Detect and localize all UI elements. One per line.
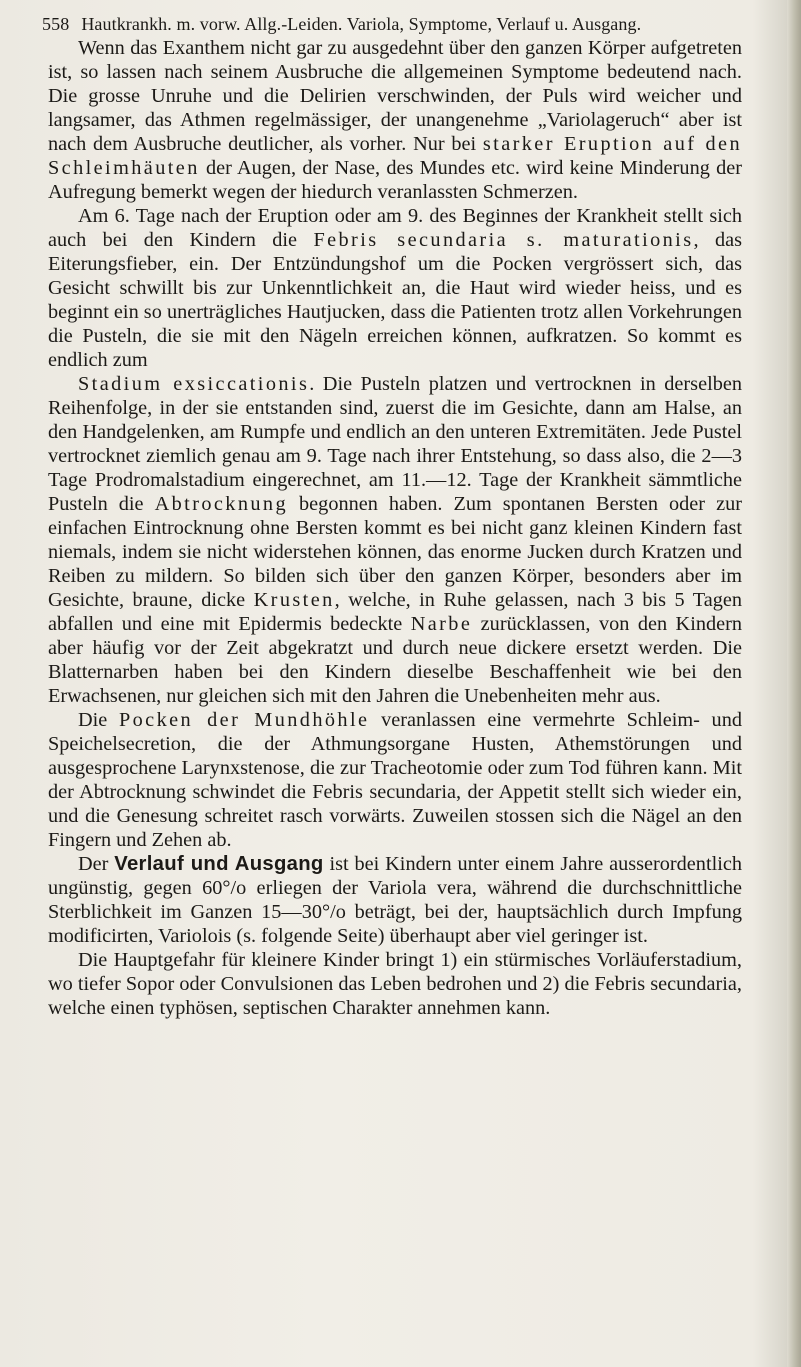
paragraph-exanthem	[48, 36, 742, 204]
paragraph-hauptgefahr	[48, 948, 742, 1020]
page-edge	[787, 0, 801, 1367]
spaced-emphasis: Stadium exsiccationis	[78, 373, 310, 395]
spaced-emphasis: Pocken der Mundhöhle	[118, 709, 370, 731]
spaced-emphasis: Narbe	[410, 613, 473, 635]
spaced-emphasis: Krusten	[253, 589, 335, 611]
bold-heading: Verlauf und Ausgang	[114, 853, 324, 875]
spaced-emphasis: Febris secundaria s. maturationis	[313, 229, 694, 251]
text-run: . Die Pusteln platzen und vertrocknen in derselben Reihenfolge, in der sie entstanden sind, zuerst die im Gesichte, dann am Halse, an den Handgelenken, am Rumpfe und endlich an den unteren Extremitäten. Jede Pustel vertrocknet ziemlich genau am 9. Tage nach ihrer Entstehung, so dass also, die 2—3 Tage Prodromalstadium eingerechnet, am 11.—12. Tage der Krankheit sämmtliche Pusteln die	[48, 373, 742, 515]
text-run: der Augen, der Nase, des Mundes etc. wird keine Minderung der Aufregung bemerkt wegen der hiedurch veranlassten Schmerzen.	[48, 157, 742, 203]
text-run: begonnen haben. Zum spontanen Bersten oder zur einfachen Eintrocknung ohne Bersten kommt es bei nicht ganz kleinen Kindern fast niemals, indem sie nicht widerstehen können, das enorme Jucken durch Kratzen und Reiben zu mildern. So bilden sich über den ganzen Körper, besonders aber im Gesichte, braune, dicke	[48, 493, 742, 611]
spaced-emphasis: starker Eruption auf den Schleimhäuten	[48, 133, 743, 179]
spaced-emphasis: Abtrocknung	[154, 493, 288, 515]
running-head	[42, 14, 742, 35]
page-number: 558	[42, 14, 70, 34]
text-run: , welche, in Ruhe gelassen, nach 3 bis 5 Tagen abfallen und eine mit Epidermis bedeckte	[48, 589, 742, 635]
text-run: Wenn das Exanthem nicht gar zu ausgedehnt über den ganzen Körper aufgetreten ist, so lassen nach seinem Ausbruche die allgemeinen Symptome bedeutend nach. Die grosse Unruhe und die Delirien verschwinden, der Puls wird weicher und langsamer, das Athmen regelmässiger, der unangenehme „Variolageruch“ aber ist nach dem Ausbruche deutlicher, als vorher. Nur bei	[48, 37, 742, 155]
paragraph-verlauf-ausgang	[48, 852, 742, 948]
text-run: , das Eiterungsfieber, ein. Der Entzündungshof um die Pocken vergrössert sich, das Gesicht schwillt bis zur Unkenntlichkeit an, die Haut wird wieder heiss, und es beginnt ein so unerträgliches Hautjucken, dass die Patienten trotz allen Vorkehrungen die Pusteln, die sie mit den Nägeln erreichen können, aufkratzen. So kommt es endlich zum	[48, 229, 742, 371]
text-run: Der	[78, 853, 115, 875]
text-run: Die	[78, 709, 119, 731]
running-title: Hautkrankh. m. vorw. Allg.-Leiden. Variola, Symptome, Verlauf u. Ausgang.	[81, 14, 642, 34]
text-run: veranlassen eine vermehrte Schleim- und Speichelsecretion, die der Athmungsorgane Husten, Athemstörungen und ausgesprochene Larynxstenose, die zur Tracheotomie oder zum Tod führen kann. Mit der Abtrocknung schwindet die Febris secundaria, der Appetit stellt sich wieder ein, und die Genesung schreitet rasch vorwärts. Zuweilen stossen sich die Nägel an den Fingern und Zehen ab.	[48, 709, 742, 851]
paragraph-febris-secundaria	[48, 204, 742, 372]
text-run: zurücklassen, von den Kindern aber häufig vor der Zeit abgekratzt und durch neue dickere ersetzt werden. Die Blatternarben haben bei den Kindern dieselbe Beschaffenheit wie bei den Erwachsenen, nur gleichen sich mit den Jahren die Unebenheiten mehr aus.	[48, 613, 743, 707]
paragraph-pocken-mundhoehle	[48, 708, 742, 852]
text-run: Am 6. Tage nach der Eruption oder am 9. des Beginnes der Krankheit stellt sich auch bei den Kindern die	[48, 205, 742, 251]
text-run: ist bei Kindern unter einem Jahre ausserordentlich ungünstig, gegen 60°/o erliegen der Variola vera, während die durchschnittliche Sterblichkeit im Ganzen 15—30°/o beträgt, bei der, hauptsächlich durch Impfung modificirten, Variolois (s. folgende Seite) überhaupt aber viel geringer ist.	[48, 853, 742, 947]
body-text	[48, 36, 742, 1020]
paragraph-stadium-exsiccationis	[48, 372, 742, 708]
text-run: Die Hauptgefahr für kleinere Kinder bringt 1) ein stürmisches Vorläuferstadium, wo tiefer Sopor oder Convulsionen das Leben bedrohen und 2) die Febris secundaria, welche einen typhösen, septischen Charakter annehmen kann.	[48, 949, 742, 1019]
